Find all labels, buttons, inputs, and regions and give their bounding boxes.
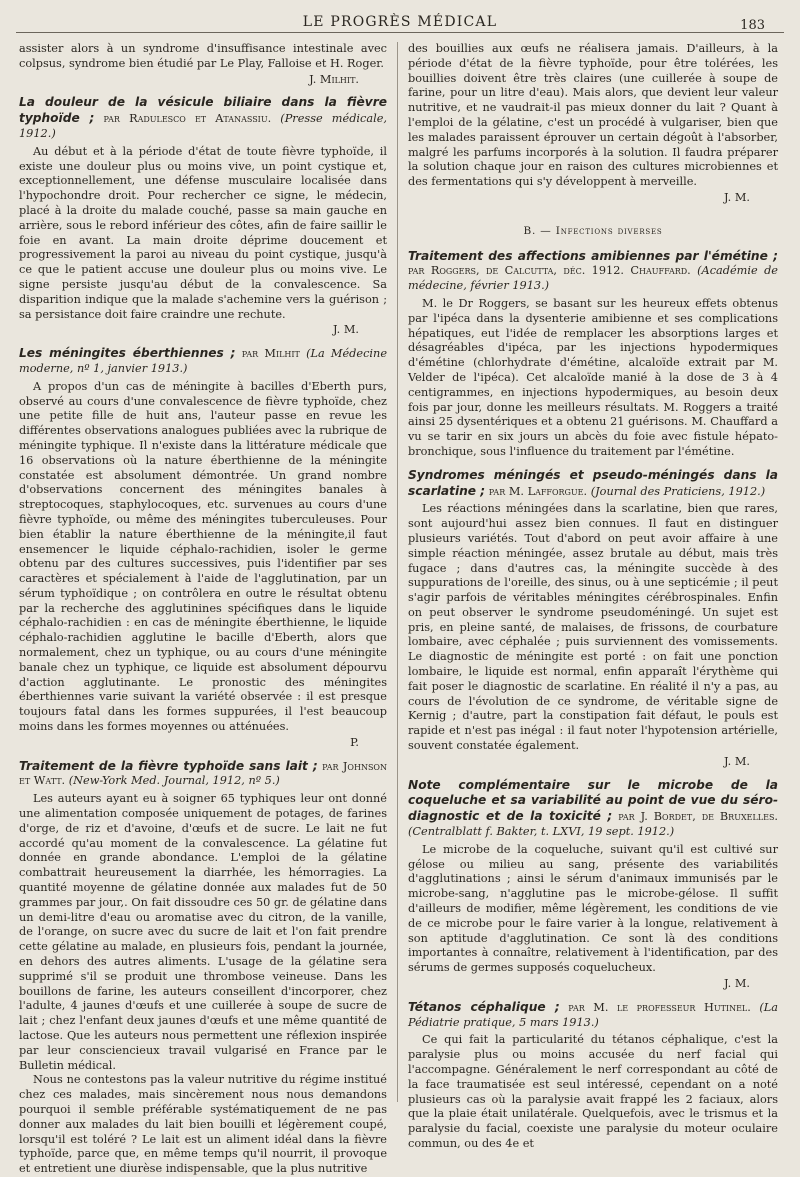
article-heading [19,95,387,141]
article-title: Traitement des affections amibiennes par l'émétine ; [408,248,778,263]
article-title: Traitement de la fièvre typhoïde sans lait ; [19,758,318,773]
article-title: Note complémentaire sur le microbe de la coqueluche et sa variabilité au point de vue du séro-diagnostic et de la toxicité ; [408,777,778,824]
article-title: Les méningites éberthiennes ; [19,346,236,361]
article-authors: par Milhit [241,347,300,361]
article-source: (New-York Med. Journal, 1912, nº 5.) [68,774,280,788]
article-body: Au début et à la période d'état de toute fièvre typhoïde, il existe une douleur plus ou moins vive, un point cystique et, exceptionnellement, une défense musculaire localisée dans l'hypochondre droit. Pour rechercher ce signe, le médecin, placé à la droite du malade couché, passe sa main gauche en arrière, sous le rebord inférieur des côtes, afin de faire saillir le foie en avant. La main droite déprime doucement et progressivement la paroi au niveau du point cystique, jusqu'à ce que le patient accuse une douleur plus ou moins vive. Le signe persiste jusqu'au début de la convalescence. Sa disparition indique que la malade s'achemine vers la guérison ; sa persistance doit faire craindre une rechute. [19,144,387,321]
left-column [19,42,388,1176]
article-title: Syndromes méningés et pseudo-méningés dans la scarlatine ; [408,467,778,498]
article-source: (La Pédiatrie pratique, 5 mars 1913.) [408,1000,779,1029]
article-body: des bouillies aux œufs ne réalisera jamais. D'ailleurs, à la période d'état de la fièvre typhoïde, pour être tolérées, les bouillies doivent être très claires (une cuillerée à soupe de farine, pour un litre d'eau). Mais alors, que devient leur valeur nutritive, et ne vaudrait-il pas mieux donner du lait ? Quant à l'emploi de la gélatine, c'est un procédé à vulgariser, bien que les malades paraissent éprouver un certain dégoût à l'absorber, malgré les parfums incorporés à la solution. Il faudra préparer la solution chaque jour en raison des cultures microbiennes et des fermentations qui s'y développent à merveille. [408,42,778,189]
article-title: La douleur de la vésicule biliaire dans la fièvre typhoïde ; [19,95,387,126]
article-heading [408,468,778,500]
article-body: Nous ne contestons pas la valeur nutritive du régime institué chez ces malades, mais sincèrement nous nous demandons pourquoi il semble préférable systématiquement de ne pas donner aux malades du lait bien bouilli et légèrement coupé, lorsqu'il est toléré ? Le lait est un aliment idéal dans la fièvre typhoïde, parce que, en même temps qu'il nourrit, il provoque et entretient une diurèse indispensable, que la plus nutritive [19,1073,387,1176]
article-authors: par Johnson et Watt. [19,759,387,788]
header-rule [16,32,784,33]
article-scarlatina [408,468,778,770]
article-authors: par J. Bordet, de Bruxelles. [618,810,779,824]
article-source: (Journal des Praticiens, 1912.) [590,484,766,498]
article-tetanus [408,1000,778,1152]
article-body: assister alors à un syndrome d'insuffisance intestinale avec colpsus, syndrome bien étudié par Le Play, Falloise et H. Roger. [19,42,387,70]
article-typhoid-treatment [19,759,387,1177]
article-body: Ce qui fait la particularité du tétanos céphalique, c'est la paralysie plus ou moins accusée du nerf facial qui l'accompagne. Généralement le nerf correspondant au côté de la face traumatisée est seul intéressé, cependant on a noté plusieurs cas où la paralysie avait frappé les 2 faciaux, alors que la plaie était unilatérale. Quelquefois, avec le trismus et la paralysie du facial, coexiste une paralysie du moteur oculaire commun, ou des 4e et [408,1033,778,1150]
column-divider [397,42,398,1102]
article-source: (Centralblatt f. Bakter, t. LXVI, 19 sept. 1912.) [408,825,675,839]
article-meningitis [19,346,387,751]
article-signature: J. M. [724,190,750,204]
page-number: 183 [740,18,765,33]
page-header [0,10,800,32]
article-heading [408,1000,778,1031]
article-continuation [19,42,387,87]
article-continuation [408,42,778,206]
article-authors: par Radulesco et Atanassiu. [103,112,272,126]
article-gallbladder [19,95,387,338]
article-heading [19,346,387,377]
article-signature: P. [350,735,359,749]
article-heading [408,249,778,294]
article-source: (Presse médicale, 1912.) [19,112,387,140]
section-heading: B. — Infections diverses [523,224,663,237]
article-body: M. le Dr Roggers, se basant sur les heureux effets obtenus par l'ipéca dans la dysenterie amibienne et ses complications hépatiques, eut l'idée de remplacer les absorptions larges et désagréables d'ipéca, par les injections hypodermiques d'émétine (chlorhydrate d'émétine, alcaloïde extrait par M. Velder de l'ipéca). Cet alcaloïde manié à la dose de 3 à 4 centigrammes, en injections hypodermiques, au besoin deux fois par jour, donne les meilleurs résultats. M. Roggers a traité ainsi 25 dysentériques et a obtenu 21 guérisons. M. Chauffard a vu se tarir en six jours un abcès du foie avec fistule hépato-bronchique, sous l'influence du traitement par l'émétine. [408,296,778,458]
article-body: Les auteurs ayant eu à soigner 65 typhiques leur ont donné une alimentation composée uniquement de potages, de farines d'orge, de riz et d'avoine, d'œufs et de sucre. Le lait ne fut accordé qu'au moment de la convalescence. La gélatine fut donnée en grande abondance. L'emploi de la gélatine combattrait heureusement la diarrhée, les hémorragies. La quantité moyenne de gélatine donnée aux malades fut de 50 grammes par jour,. On fait dissoudre ces 50 gr. de gélatine dans un demi-litre d'eau ou aromatise avec du citron, de la vanille, de l'orange, on sucre avec du sucre de lait et l'on fait prendre cette gélatine au malade, en plusieurs fois, pendant la journée, en dehors des autres aliments. L'usage de la gélatine sera supprimé s'il se produit une thrombose veineuse. Dans les bouillons de farine, les auteurs conseillent d'incorporer, chez l'adulte, 4 jaunes d'œufs et une cuillerée à soupe de sucre de lait ; chez l'enfant deux jaunes d'œufs et une même quantité de lactose. Que les auteurs nous permettent une réflexion inspirée par leur consciencieux travail vulgarisé en France par le Bulletin médical. [19,792,388,1072]
article-signature: J. M. [724,977,750,991]
article-authors: par M. le professeur Hutinel. [568,1000,751,1014]
article-signature: J. M. [333,323,359,337]
article-authors: par Roggers, de Calcutta, déc. 1912. Chauffard. [408,264,691,278]
article-body: Le microbe de la coqueluche, suivant qu'il est cultivé sur gélose ou milieu au sang, présente des variabilités d'agglutinations ; ainsi le sérum d'animaux immunisés par le microbe-sang, n'agglutine pas le microbe-gélose. Il suffit d'ailleurs de modifier, même légèrement, les conditions de vie de ce microbe pour le faire varier à la longue, relativement à son aptitude d'agglutination. Ce sont là des conditions importantes à connaître, relativement à l'identification, par des sérums de germes supposés coquelucheux. [408,842,778,975]
article-body: Les réactions méningées dans la scarlatine, bien que rares, sont aujourd'hui assez bien connues. Il faut en distinguer plusieurs variétés. Tout d'abord on peut avoir affaire à une simple réaction méningée, assez brutale au début, mais très fugace ; dans d'autres cas, la méningite succède à des suppurations de l'oreille, des sinus, ou à une septicémie ; il peut s'agir parfois de véritables méningites cérébrospinales. Enfin on peut observer le syndrome pseudoméningé. Un sujet est pris, en pleine santé, de malaises, de frissons, de courbature lombaire, avec céphalée ; puis surviennent des vomissements. Le diagnostic de méningite est porté : on fait une ponction lombaire, le liquide est normal, enfin apparaît l'érythème qui fait poser le diagnostic de scarlatine. En réalité il n'y a pas, au cours de l'évolution de ce syndrome, de véritable signe de Kernig ; d'autre, part la constipation fait défaut, le pouls est rapide et n'est pas inégal : il faut noter l'hypotension artérielle, souvent constatée également. [408,502,778,753]
article-pertussis [408,778,778,992]
article-title: Tétanos céphalique ; [408,999,560,1014]
article-signature: J. M. [724,754,750,768]
article-source: (La Médecine moderne, nº 1, janvier 1913.) [19,347,388,375]
article-authors: par M. Lafforgue. [488,484,588,498]
right-column [408,42,779,1150]
article-amoebic [408,249,778,460]
running-title: LE PROGRÈS MÉDICAL [302,14,498,30]
article-heading [408,778,778,840]
article-source: (Académie de médecine, février 1913.) [408,264,778,293]
article-heading [19,759,387,790]
article-body: A propos d'un cas de méningite à bacilles d'Eberth purs, observé au cours d'une convalescence de fièvre typhoïde, chez une petite fille de huit ans, l'auteur passe en revue les différentes observations analogues publiées avec la rubrique de méningite typhique. Il n'existe dans la littérature médicale que 16 observations où la nature éberthienne de la méningite constatée est absolument démontrée. Un grand nombre d'observations concernent des méningites banales à streptocoques, staphylocoques, etc. survenues au cours d'une fièvre typhoïde, ou même des méningites tuberculeuses. Pour bien établir la nature éberthienne de la méningite,il faut ensemencer le liquide céphalo-rachidien, isoler le germe obtenu par des cultures successives, puis l'identifier par ses caractères et spécialement à l'aide de l'agglutination, par un sérum typhoïdique ; on contrôlera en outre le résultat obtenu par la recherche des agglutinines spécifiques dans le liquide céphalo-rachidien : en cas de méningite éberthienne, le liquide céphalo-rachidien agglutine le bacille d'Eberth, alors que normalement, chez un typhique, ou au cours d'une méningite banale chez un typhique, ce liquide est absolument dépourvu d'action agglutinante. Le pronostic des méningites éberthiennes varie suivant la variété observée : il est presque toujours fatal dans les formes suppurées, il l'est beaucoup moins dans les formes moyennes ou atténuées. [19,379,387,734]
article-signature: J. Milhit. [309,72,359,86]
